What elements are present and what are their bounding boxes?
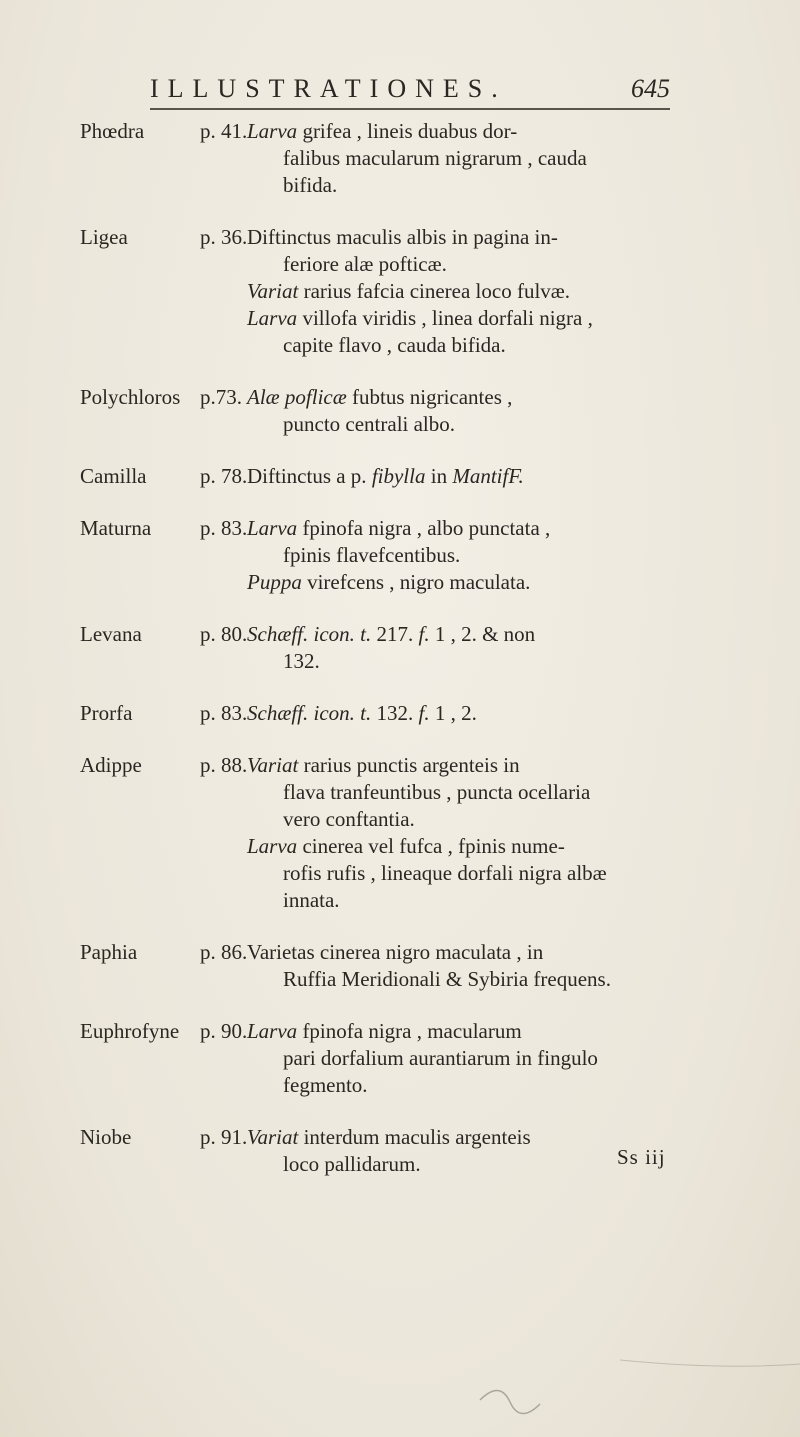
page-reference: p. 90. (200, 1019, 248, 1043)
text-line: capite flavo , cauda bifida. (283, 333, 506, 357)
text-line: bifida. (283, 173, 338, 197)
text-line: Variat rarius punctis argenteis in (247, 753, 520, 777)
entry-5 (80, 621, 700, 675)
entry-text (247, 463, 700, 490)
page-header (150, 74, 670, 104)
species-name: Phœdra (80, 119, 145, 143)
text-line: Diftinctus a p. fibylla in MantifF. (247, 464, 524, 488)
text-line: Alæ poflicæ fubtus nigricantes , (247, 385, 513, 409)
page-reference: p. 80. (200, 622, 248, 646)
text-line: rofis rufis , lineaque dorfali nigra albæ (283, 861, 607, 885)
entry-4 (80, 515, 700, 596)
entry-10 (80, 1124, 700, 1178)
text-line: Larva villofa viridis , linea dorfali nigra , (247, 306, 593, 330)
entry-2 (80, 384, 700, 438)
page-reference: p.73. (200, 385, 242, 409)
entry-text (247, 384, 700, 438)
running-title: ILLUSTRATIONES. (150, 74, 507, 103)
text-line: falibus macularum nigrarum , cauda (283, 146, 587, 170)
entry-text (247, 752, 700, 914)
text-line: puncto centrali albo. (283, 412, 456, 436)
entry-7 (80, 752, 700, 914)
species-name: Paphia (80, 940, 138, 964)
species-name: Camilla (80, 464, 147, 488)
text-line: flava tranfeuntibus , puncta ocellaria (283, 780, 591, 804)
text-line: 132. (283, 649, 320, 673)
text-line: Schæff. icon. t. 132. f. 1 , 2. (247, 701, 477, 725)
page-reference: p. 36. (200, 225, 248, 249)
page-reference: p. 88. (200, 753, 248, 777)
text-line: feriore alæ pofticæ. (283, 252, 447, 276)
species-name: Niobe (80, 1125, 132, 1149)
page-reference: p. 83. (200, 701, 248, 725)
species-name: Polychloros (80, 385, 181, 409)
page-reference: p. 83. (200, 516, 248, 540)
text-line: vero conftantia. (283, 807, 415, 831)
species-name: Maturna (80, 516, 152, 540)
entry-0 (80, 118, 700, 199)
text-line: Schæff. icon. t. 217. f. 1 , 2. & non (247, 622, 536, 646)
text-line: Puppa virefcens , nigro maculata. (247, 570, 531, 594)
signature-mark: Ss iij (617, 1145, 666, 1169)
header-rule (150, 108, 670, 110)
paper-stains (0, 1340, 800, 1437)
text-line: Variat interdum maculis argenteis (247, 1125, 531, 1149)
text-line: Larva grifea , lineis duabus dor- (247, 119, 518, 143)
text-line: innata. (283, 888, 340, 912)
species-name: Levana (80, 622, 142, 646)
page-reference: p. 41. (200, 119, 248, 143)
entry-list (80, 118, 700, 1203)
text-line: Larva fpinofa nigra , macularum (247, 1019, 522, 1043)
text-line: Larva cinerea vel fufca , fpinis nume- (247, 834, 565, 858)
text-line: Ruffia Meridionali & Sybiria frequens. (283, 967, 611, 991)
entry-text (247, 1018, 700, 1099)
page-reference: p. 86. (200, 940, 248, 964)
page-reference: p. 91. (200, 1125, 248, 1149)
entry-text (247, 515, 700, 596)
species-name: Ligea (80, 225, 128, 249)
text-line: Diftinctus maculis albis in pagina in- (247, 225, 558, 249)
entry-text (247, 700, 700, 727)
text-line: loco pallidarum. (283, 1152, 421, 1176)
entry-text (247, 939, 700, 993)
entry-text (247, 621, 700, 675)
entry-text (247, 118, 700, 199)
entry-1 (80, 224, 700, 359)
text-line: fpinis flavefcentibus. (283, 543, 461, 567)
species-name: Adippe (80, 753, 142, 777)
text-line: Variat rarius fafcia cinerea loco fulvæ. (247, 279, 571, 303)
page-reference: p. 78. (200, 464, 248, 488)
page-number: 645 (631, 74, 670, 103)
species-name: Euphrofyne (80, 1019, 180, 1043)
text-line: Larva fpinofa nigra , albo punctata , (247, 516, 551, 540)
entry-3 (80, 463, 700, 490)
entry-8 (80, 939, 700, 993)
text-line: fegmento. (283, 1073, 368, 1097)
entry-text (247, 224, 700, 359)
text-line: pari dorfalium aurantiarum in fingulo (283, 1046, 598, 1070)
entry-6 (80, 700, 700, 727)
species-name: Prorfa (80, 701, 133, 725)
text-line: Varietas cinerea nigro maculata , in (247, 940, 544, 964)
entry-9 (80, 1018, 700, 1099)
